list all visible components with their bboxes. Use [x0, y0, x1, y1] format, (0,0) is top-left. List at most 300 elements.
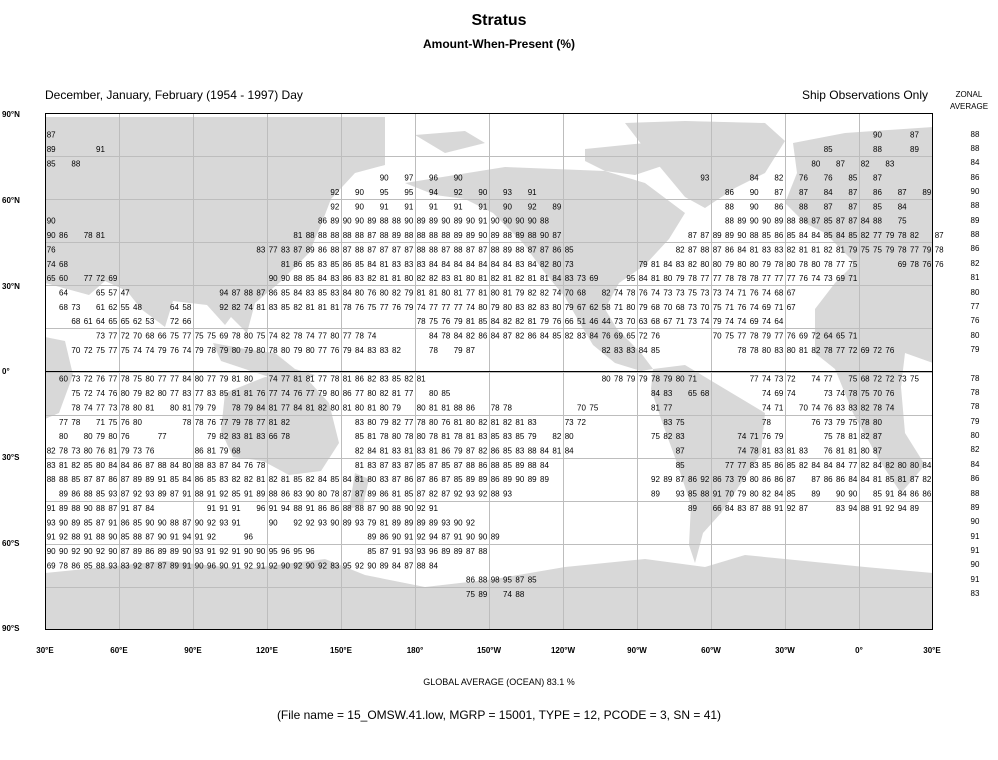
- cell-value: 86: [441, 446, 451, 456]
- cell-value: 83: [367, 460, 377, 470]
- cell-value: 81: [478, 274, 488, 284]
- cell-value: 65: [96, 288, 105, 298]
- cell-value: 64: [59, 288, 68, 298]
- cell-value: 77: [700, 274, 710, 284]
- cell-value: 82: [145, 389, 155, 399]
- cell-value: 76: [330, 345, 340, 355]
- cell-value: 85: [318, 288, 327, 298]
- cell-value: 81: [441, 432, 451, 442]
- cell-value: 90: [256, 547, 266, 557]
- cell-value: 75: [725, 331, 734, 341]
- cell-value: 84: [293, 403, 303, 413]
- cell-value: 78: [231, 403, 241, 413]
- cell-value: 80: [416, 403, 426, 413]
- cell-value: 73: [71, 374, 81, 384]
- cell-value: 87: [441, 475, 451, 485]
- cell-value: 90: [46, 547, 56, 557]
- cell-value: 84: [663, 259, 673, 269]
- cell-value: 81: [355, 460, 364, 470]
- cell-value: 85: [688, 489, 697, 499]
- cell-value: 84: [490, 259, 500, 269]
- cell-value: 93: [700, 173, 710, 183]
- cell-value: 80: [762, 345, 771, 355]
- cell-value: 90: [46, 216, 56, 226]
- cell-value: 87: [786, 475, 796, 485]
- cell-value: 72: [83, 389, 93, 399]
- cell-value: 78: [194, 417, 204, 427]
- cell-value: 82: [478, 446, 488, 456]
- cell-value: 78: [651, 374, 660, 384]
- cell-value: 77: [404, 417, 414, 427]
- cell-value: 85: [848, 173, 858, 183]
- cell-value: 82: [429, 489, 438, 499]
- cell-value: 87: [404, 561, 414, 571]
- cell-value: 84: [453, 259, 463, 269]
- cell-value: 89: [367, 489, 377, 499]
- cell-value: 81: [256, 475, 266, 485]
- cell-value: 79: [836, 417, 845, 427]
- cell-value: 67: [663, 317, 673, 327]
- cell-value: 73: [823, 389, 833, 399]
- cell-value: 81: [305, 403, 315, 413]
- lon-label-30e: 30°E: [36, 646, 54, 655]
- cell-value: 77: [305, 389, 315, 399]
- cell-value: 78: [207, 345, 216, 355]
- cell-value: 92: [219, 302, 229, 312]
- cell-value: 88: [799, 216, 808, 226]
- cell-value: 67: [786, 302, 796, 312]
- cell-value: 83: [392, 446, 401, 456]
- cell-value: 92: [293, 518, 303, 528]
- cell-value: 89: [725, 231, 734, 241]
- zonal-average-value: 84: [970, 158, 980, 168]
- cell-value: 93: [108, 489, 118, 499]
- cell-value: 81: [367, 432, 377, 442]
- cell-value: 88: [379, 216, 389, 226]
- cell-value: 69: [897, 259, 907, 269]
- cell-value: 79: [774, 432, 784, 442]
- cell-value: 88: [379, 231, 389, 241]
- cell-value: 80: [355, 288, 364, 298]
- cell-value: 68: [651, 317, 660, 327]
- cell-value: 83: [848, 403, 858, 413]
- cell-value: 81: [651, 274, 660, 284]
- cell-value: 86: [145, 547, 155, 557]
- cell-value: 85: [441, 389, 451, 399]
- cell-value: 82: [503, 417, 512, 427]
- cell-value: 91: [873, 503, 882, 513]
- cell-value: 87: [170, 489, 179, 499]
- cell-value: 80: [231, 345, 241, 355]
- cell-value: 92: [244, 561, 253, 571]
- cell-value: 80: [83, 432, 93, 442]
- cell-value: 84: [638, 274, 648, 284]
- cell-value: 90: [478, 187, 488, 197]
- cell-value: 69: [762, 302, 771, 312]
- cell-value: 71: [749, 432, 759, 442]
- cell-value: 89: [170, 561, 179, 571]
- cell-value: 83: [404, 259, 414, 269]
- cell-value: 88: [96, 503, 105, 513]
- cell-value: 82: [219, 432, 229, 442]
- cell-value: 86: [527, 331, 537, 341]
- cell-value: 76: [601, 331, 611, 341]
- cell-value: 86: [762, 475, 771, 485]
- cell-value: 75: [466, 590, 475, 600]
- cell-value: 85: [404, 489, 414, 499]
- cell-value: 86: [120, 518, 130, 528]
- cell-value: 80: [379, 288, 389, 298]
- cell-value: 76: [885, 389, 895, 399]
- cell-value: 90: [836, 489, 845, 499]
- cell-value: 78: [897, 245, 907, 255]
- zonal-average-value: 84: [970, 459, 980, 469]
- cell-value: 77: [823, 374, 833, 384]
- cell-value: 82: [786, 245, 796, 255]
- cell-value: 94: [429, 532, 438, 542]
- cell-value: 80: [355, 403, 364, 413]
- cell-value: 77: [836, 345, 845, 355]
- cell-value: 81: [379, 259, 389, 269]
- cell-value: 77: [157, 432, 167, 442]
- cell-value: 80: [379, 403, 389, 413]
- cell-value: 83: [503, 432, 512, 442]
- cell-value: 48: [133, 302, 142, 312]
- cell-value: 78: [749, 274, 759, 284]
- cell-value: 81: [231, 389, 241, 399]
- cell-value: 87: [848, 202, 858, 212]
- cell-value: 79: [404, 302, 414, 312]
- cell-value: 85: [453, 475, 463, 485]
- cell-value: 81: [836, 245, 845, 255]
- cell-value: 76: [120, 417, 130, 427]
- cell-value: 88: [355, 231, 364, 241]
- cell-value: 85: [490, 432, 500, 442]
- cell-value: 84: [774, 489, 784, 499]
- cell-value: 91: [231, 503, 241, 513]
- cell-value: 80: [244, 331, 253, 341]
- cell-value: 80: [244, 374, 253, 384]
- cell-value: 79: [540, 317, 549, 327]
- cell-value: 80: [466, 274, 475, 284]
- cell-value: 82: [46, 446, 56, 456]
- cell-value: 77: [318, 345, 327, 355]
- cell-value: 74: [811, 274, 821, 284]
- cell-value: 85: [503, 460, 512, 470]
- cell-value: 83: [836, 403, 845, 413]
- cell-value: 47: [120, 288, 130, 298]
- cell-value: 85: [873, 489, 882, 499]
- lon-label-120w: 120°W: [550, 646, 576, 655]
- cell-value: 82: [392, 288, 401, 298]
- cell-value: 77: [737, 331, 747, 341]
- cell-value: 92: [133, 489, 142, 499]
- cell-value: 89: [46, 144, 56, 154]
- cell-value: 78: [934, 245, 944, 255]
- cell-value: 53: [145, 317, 155, 327]
- cell-value: 86: [478, 460, 488, 470]
- cell-value: 84: [120, 460, 130, 470]
- observation-note: Ship Observations Only: [801, 88, 928, 102]
- cell-value: 78: [737, 274, 747, 284]
- lat-label-60s: 60°S: [2, 539, 20, 548]
- cell-value: 83: [120, 561, 130, 571]
- cell-value: 86: [318, 503, 327, 513]
- cell-value: 80: [120, 389, 130, 399]
- cell-value: 91: [83, 532, 93, 542]
- cell-value: 93: [219, 518, 229, 528]
- cell-value: 71: [848, 274, 858, 284]
- cell-value: 88: [330, 231, 340, 241]
- cell-value: 71: [96, 417, 105, 427]
- cell-value: 82: [231, 475, 241, 485]
- cell-value: 84: [552, 274, 562, 284]
- cell-value: 80: [749, 489, 759, 499]
- lon-label-0: 0°: [855, 646, 863, 655]
- cell-value: 87: [108, 503, 118, 513]
- cell-value: 84: [638, 345, 648, 355]
- cell-value: 85: [823, 216, 833, 226]
- cell-value: 68: [577, 288, 586, 298]
- cell-value: 81: [367, 403, 377, 413]
- cell-value: 87: [367, 503, 377, 513]
- cell-value: 82: [416, 274, 426, 284]
- cell-value: 77: [848, 460, 858, 470]
- cell-value: 88: [478, 547, 488, 557]
- cell-value: 85: [355, 432, 364, 442]
- cell-value: 83: [219, 475, 229, 485]
- cell-value: 76: [108, 389, 118, 399]
- cell-value: 92: [786, 503, 796, 513]
- cell-value: 87: [478, 245, 488, 255]
- cell-value: 92: [453, 187, 463, 197]
- cell-value: 88: [194, 460, 204, 470]
- cell-value: 90: [145, 518, 155, 528]
- cell-value: 79: [231, 417, 241, 427]
- cell-value: 75: [256, 331, 266, 341]
- cell-value: 88: [873, 144, 882, 154]
- cell-value: 72: [83, 345, 93, 355]
- cell-value: 73: [71, 302, 81, 312]
- cell-value: 89: [429, 216, 438, 226]
- cell-value: 89: [367, 216, 377, 226]
- cell-value: 79: [885, 231, 895, 241]
- cell-value: 89: [379, 561, 389, 571]
- file-info: (File name = 15_OMSW.41.low, MGRP = 15001, TYPE = 12, PCODE = 3, SN = 41): [276, 708, 722, 722]
- cell-value: 68: [860, 374, 870, 384]
- cell-value: 85: [564, 245, 574, 255]
- cell-value: 82: [860, 403, 870, 413]
- cell-value: 86: [774, 202, 784, 212]
- cell-value: 78: [725, 274, 734, 284]
- cell-value: 79: [120, 446, 130, 456]
- cell-value: 83: [379, 475, 389, 485]
- cell-value: 93: [194, 547, 204, 557]
- cell-value: 74: [133, 345, 142, 355]
- cell-value: 83: [675, 432, 685, 442]
- cell-value: 88: [96, 561, 105, 571]
- cell-value: 82: [774, 173, 784, 183]
- cell-value: 91: [527, 187, 537, 197]
- cell-value: 86: [355, 374, 364, 384]
- cell-value: 88: [749, 231, 759, 241]
- cell-value: 81: [379, 274, 389, 284]
- cell-value: 72: [848, 345, 858, 355]
- cell-value: 89: [133, 475, 142, 485]
- cell-value: 89: [540, 475, 549, 485]
- cell-value: 76: [651, 331, 660, 341]
- cell-value: 82: [601, 345, 611, 355]
- cell-value: 80: [133, 417, 142, 427]
- cell-value: 84: [429, 331, 438, 341]
- cell-value: 95: [268, 547, 278, 557]
- cell-value: 83: [416, 259, 426, 269]
- cell-value: 81: [342, 403, 352, 413]
- cell-value: 71: [737, 288, 747, 298]
- lat-label-90s: 90°S: [2, 624, 20, 633]
- cell-value: 86: [774, 231, 784, 241]
- cell-value: 84: [836, 460, 845, 470]
- cell-value: 74: [811, 374, 821, 384]
- cell-value: 74: [552, 288, 562, 298]
- cell-value: 86: [836, 475, 845, 485]
- cell-value: 72: [120, 331, 130, 341]
- cell-value: 82: [860, 432, 870, 442]
- cell-value: 72: [577, 417, 586, 427]
- cell-value: 77: [663, 403, 673, 413]
- cell-value: 88: [355, 503, 364, 513]
- cell-value: 58: [182, 302, 192, 312]
- cell-value: 81: [503, 274, 512, 284]
- cell-value: 90: [59, 518, 68, 528]
- cell-value: 87: [466, 446, 475, 456]
- cell-value: 74: [725, 317, 734, 327]
- cell-value: 81: [836, 446, 845, 456]
- cell-value: 76: [823, 446, 833, 456]
- cell-value: 74: [182, 345, 192, 355]
- cell-value: 74: [737, 432, 747, 442]
- cell-value: 76: [762, 432, 771, 442]
- cell-value: 77: [786, 274, 796, 284]
- cell-value: 90: [392, 532, 401, 542]
- cell-value: 80: [330, 389, 340, 399]
- cell-value: 87: [675, 446, 685, 456]
- cell-value: 83: [564, 274, 574, 284]
- cell-value: 84: [490, 317, 500, 327]
- cell-value: 74: [651, 288, 660, 298]
- cell-value: 71: [688, 374, 697, 384]
- zonal-average-value: 88: [970, 129, 980, 139]
- cell-value: 81: [281, 475, 290, 485]
- cell-value: 90: [441, 216, 451, 226]
- cell-value: 91: [712, 489, 722, 499]
- cell-value: 88: [799, 202, 808, 212]
- cell-value: 73: [823, 417, 833, 427]
- cell-value: 76: [799, 173, 808, 183]
- cell-value: 91: [453, 202, 463, 212]
- cell-value: 81: [379, 518, 389, 528]
- cell-value: 90: [194, 518, 204, 528]
- cell-value: 89: [774, 216, 784, 226]
- cell-value: 79: [207, 432, 216, 442]
- cell-value: 87: [416, 475, 426, 485]
- cell-value: 83: [182, 389, 192, 399]
- cell-value: 76: [799, 274, 808, 284]
- cell-value: 85: [330, 259, 340, 269]
- cell-value: 82: [527, 288, 537, 298]
- cell-value: 85: [885, 475, 895, 485]
- cell-value: 69: [860, 345, 870, 355]
- cell-value: 80: [749, 259, 759, 269]
- cell-value: 83: [737, 503, 747, 513]
- cell-value: 84: [540, 446, 549, 456]
- cell-value: 87: [910, 130, 919, 140]
- cell-value: 75: [873, 245, 882, 255]
- cell-value: 74: [811, 403, 821, 413]
- cell-value: 82: [466, 331, 475, 341]
- cell-value: 90: [873, 130, 882, 140]
- cell-value: 77: [256, 417, 266, 427]
- cell-value: 80: [786, 259, 796, 269]
- cell-value: 79: [638, 259, 648, 269]
- cell-value: 80: [712, 259, 722, 269]
- cell-value: 77: [182, 331, 192, 341]
- cell-value: 75: [651, 432, 660, 442]
- cell-value: 82: [281, 331, 290, 341]
- cell-value: 86: [318, 216, 327, 226]
- cell-value: 89: [688, 503, 697, 513]
- cell-value: 70: [873, 389, 882, 399]
- cell-value: 96: [244, 532, 253, 542]
- cell-value: 81: [256, 302, 266, 312]
- cell-value: 86: [342, 274, 352, 284]
- cell-value: 84: [466, 259, 475, 269]
- cell-value: 55: [120, 302, 130, 312]
- cell-value: 88: [170, 518, 179, 528]
- cell-value: 85: [170, 475, 179, 485]
- cell-value: 75: [120, 345, 130, 355]
- cell-value: 88: [453, 245, 463, 255]
- cell-value: 89: [305, 245, 315, 255]
- cell-value: 78: [379, 432, 389, 442]
- cell-value: 78: [848, 389, 858, 399]
- cell-value: 92: [96, 547, 105, 557]
- cell-value: 74: [83, 403, 93, 413]
- cell-value: 87: [848, 187, 858, 197]
- cell-value: 79: [219, 345, 229, 355]
- cell-value: 87: [379, 460, 389, 470]
- cell-value: 92: [305, 518, 315, 528]
- cell-value: 88: [490, 489, 500, 499]
- cell-value: 81: [527, 317, 537, 327]
- cell-value: 74: [96, 389, 105, 399]
- cell-value: 84: [737, 245, 747, 255]
- cell-value: 83: [256, 245, 266, 255]
- cell-value: 80: [552, 259, 562, 269]
- cell-value: 86: [466, 403, 475, 413]
- cell-value: 80: [392, 432, 401, 442]
- cell-value: 88: [453, 403, 463, 413]
- cell-value: 74: [46, 259, 56, 269]
- cell-value: 90: [404, 503, 414, 513]
- cell-value: 92: [293, 561, 303, 571]
- cell-value: 74: [836, 389, 845, 399]
- cell-value: 65: [108, 317, 118, 327]
- cell-value: 80: [96, 460, 105, 470]
- cell-value: 89: [170, 547, 179, 557]
- cell-value: 88: [293, 274, 303, 284]
- cell-value: 81: [305, 374, 315, 384]
